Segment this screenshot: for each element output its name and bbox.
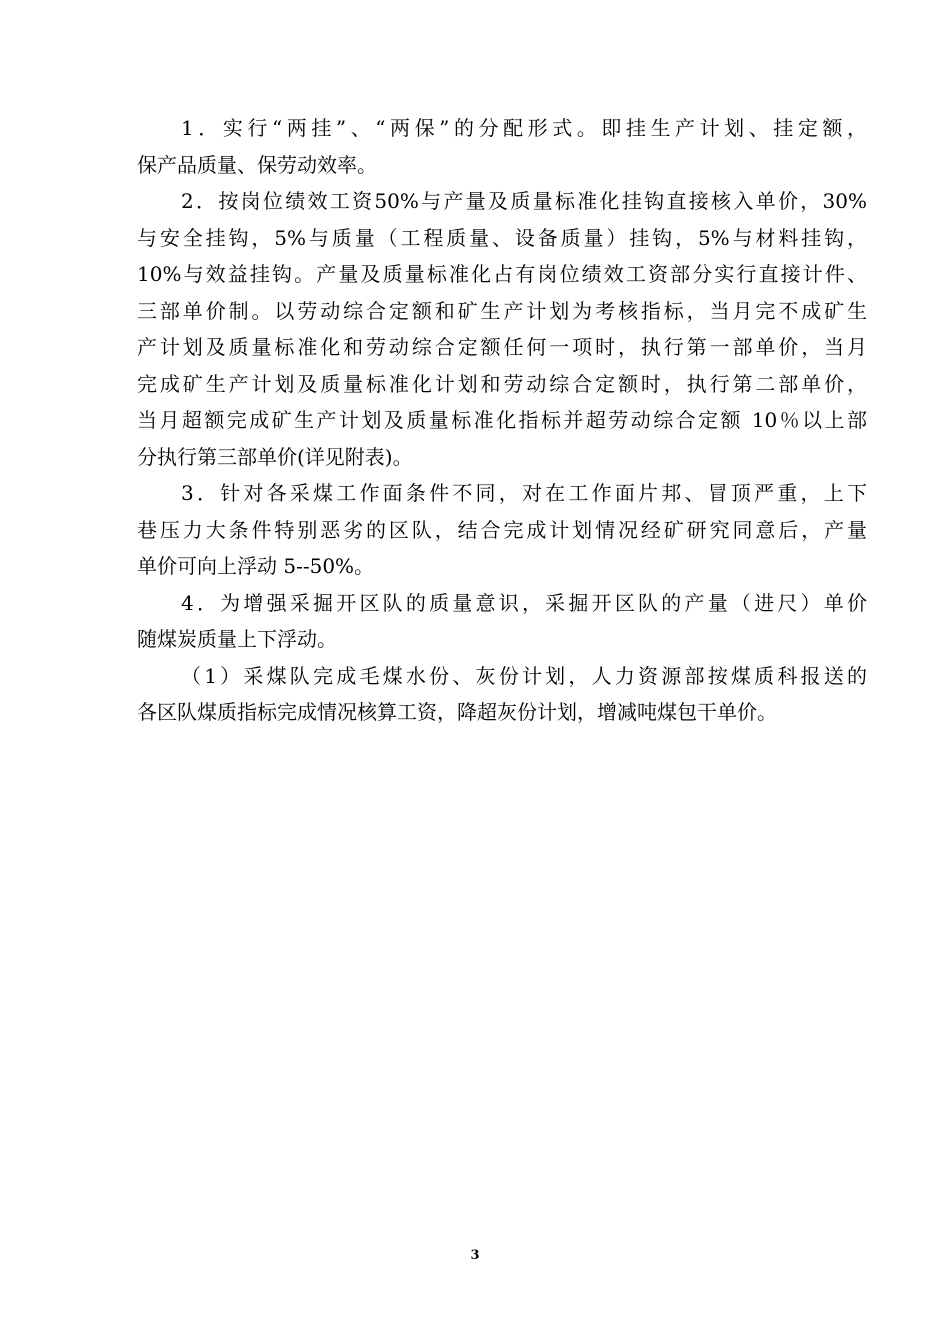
text-line: 10%与效益挂钩。产量及质量标准化占有岗位绩效工资部分实行直接计件、	[137, 262, 867, 286]
text-line: 4．为增强采掘开区队的质量意识，采掘开区队的产量（进尺）单价	[181, 590, 867, 615]
text-line: 与安全挂钩，5%与质量（工程质量、设备质量）挂钩，5%与材料挂钩，	[137, 225, 867, 250]
text-line: 保产品质量、保劳动效率。	[137, 152, 377, 177]
text-line: （1）采煤队完成毛煤水份、灰份计划，人力资源部按煤质科报送的	[181, 663, 867, 688]
text-line: 2．按岗位绩效工资50%与产量及质量标准化挂钩直接核入单价，30%	[181, 189, 867, 213]
text-line: 三部单价制。以劳动综合定额和矿生产计划为考核指标，当月完不成矿生	[137, 298, 867, 323]
text-line: 完成矿生产计划及质量标准化计划和劳动综合定额时，执行第二部单价，	[137, 371, 867, 396]
text-line: 1．实行“两挂”、“两保”的分配形式。即挂生产计划、挂定额，	[181, 116, 867, 140]
text-line: 产计划及质量标准化和劳动综合定额任何一项时，执行第一部单价，当月	[137, 335, 867, 359]
paragraph-4	[137, 585, 867, 658]
text-line: 3．针对各采煤工作面条件不同，对在工作面片邦、冒顶严重，上下	[181, 481, 867, 505]
text-line: 巷压力大条件特别恶劣的区队，结合完成计划情况经矿研究同意后，产量	[137, 517, 867, 542]
text-line: 随煤炭质量上下浮动。	[137, 627, 337, 651]
paragraph-5	[137, 658, 867, 731]
text-line: 各区队煤质指标完成情况核算工资，降超灰份计划，增减吨煤包干单价。	[137, 700, 777, 724]
text-line: 分执行第三部单价(详见附表)。	[137, 444, 413, 469]
body-text	[137, 110, 867, 731]
text-line: 单价可向上浮动 5--50%。	[137, 554, 375, 578]
paragraph-1	[137, 110, 867, 183]
paragraph-3	[137, 475, 867, 585]
text-line: 当月超额完成矿生产计划及质量标准化指标并超劳动综合定额 10％以上部	[137, 408, 867, 432]
paragraph-2	[137, 183, 867, 475]
page-number: 3	[470, 1248, 480, 1263]
